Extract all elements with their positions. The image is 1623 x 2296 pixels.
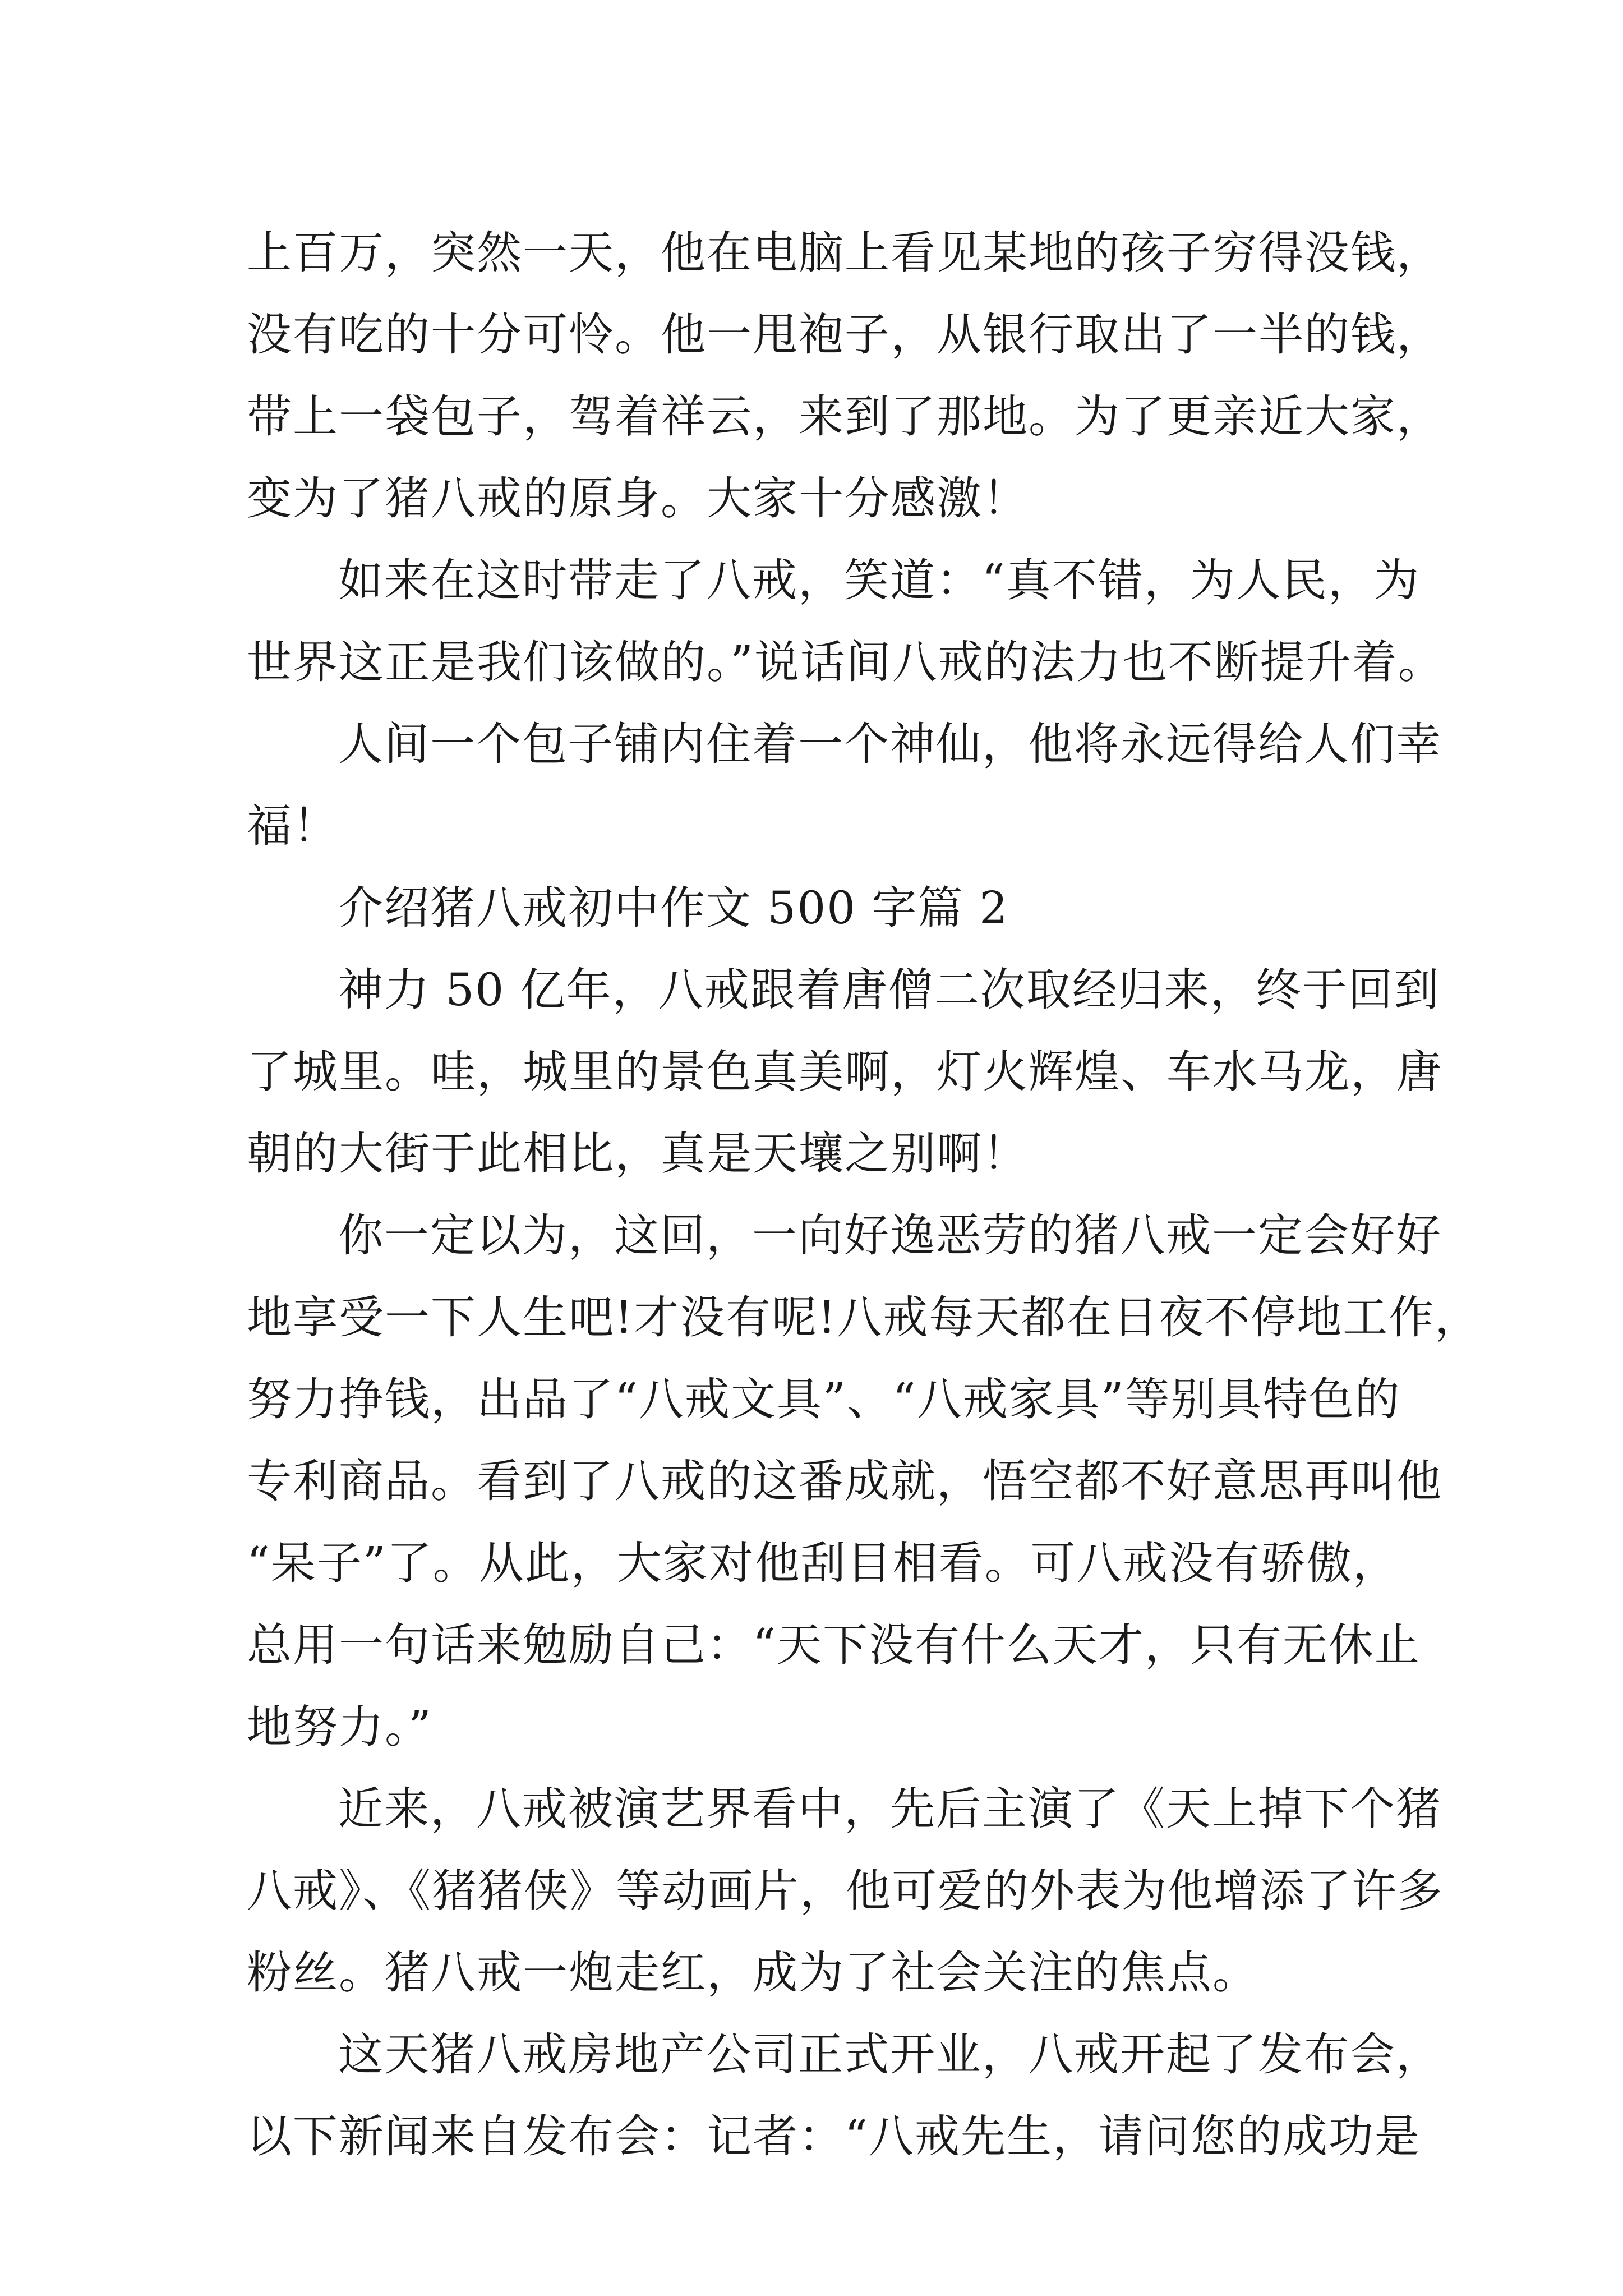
text-line: 没有吃的十分可怜。他一甩袍子，从银行取出了一半的钱， [247,309,1442,361]
text-line: “呆子”了。从此，大家对他刮目相看。可八戒没有骄傲， [247,1537,1399,1589]
paragraph-first-line: 这天猪八戒房地产公司正式开业，八戒开起了发布会， [338,2028,1442,2081]
text-line: 带上一袋包子，驾着祥云，来到了那地。为了更亲近大家， [247,390,1442,443]
text-line: 了城里。哇，城里的景色真美啊，灯火辉煌、车水马龙，唐 [247,1046,1442,1098]
text-line: 专利商品。看到了八戒的这番成就，悟空都不好意思再叫他 [247,1455,1442,1507]
paragraph-first-line: 近来，八戒被演艺界看中，先后主演了《天上掉下个猪 [338,1783,1442,1835]
document-page [247,212,1481,2178]
paragraph-first-line: 神力 50 亿年，八戒跟着唐僧二次取经归来，终于回到 [338,964,1440,1016]
text-line: 地享受一下人生吧!才没有呢!八戒每天都在日夜不停地工作， [247,1291,1481,1343]
paragraph-first-line: 如来在这时带走了八戒，笑道：“真不错，为人民，为 [338,554,1420,606]
text-line: 努力挣钱，出品了“八戒文具”、“八戒家具”等别具特色的 [247,1373,1401,1425]
text-line: 朝的大街于此相比，真是天壤之别啊！ [247,1128,1029,1180]
section-heading: 介绍猪八戒初中作文 500 字篇 2 [338,882,1009,934]
text-line: 上百万，突然一天，他在电脑上看见某地的孩子穷得没钱， [247,227,1442,279]
text-line: 福！ [247,800,339,852]
text-line: 变为了猪八戒的原身。大家十分感激！ [247,472,1029,524]
paragraph-first-line: 你一定以为，这回，一向好逸恶劳的猪八戒一定会好好 [338,1209,1442,1262]
text-line: 八戒》、《猪猪侠》等动画片，他可爱的外表为他增添了许多 [247,1865,1444,1917]
text-line: 以下新闻来自发布会：记者：“八戒先生，请问您的成功是 [247,2110,1421,2162]
text-line: 粉丝。猪八戒一炮走红，成为了社会关注的焦点。 [247,1947,1258,1999]
text-line: 地努力。” [247,1701,432,1753]
paragraph-first-line: 人间一个包子铺内住着一个神仙，他将永远得给人们幸 [338,718,1442,770]
text-line: 总用一句话来勉励自己：“天下没有什么天才，只有无休止 [247,1619,1421,1671]
text-line: 世界这正是我们该做的。”说话间八戒的法力也不断提升着。 [247,636,1444,688]
